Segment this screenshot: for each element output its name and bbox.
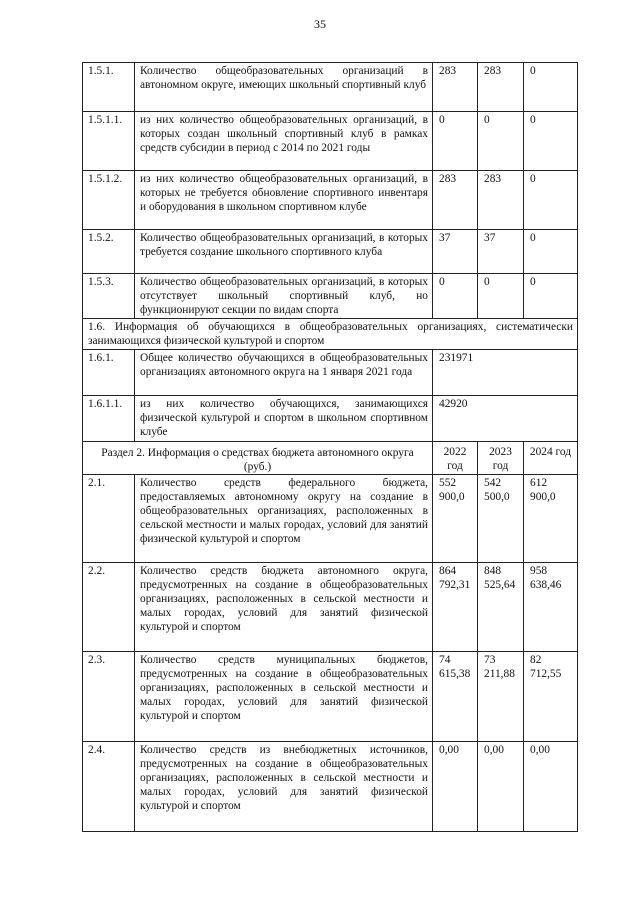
value-2024: 0: [524, 171, 578, 230]
row-number: 1.5.1.1.: [83, 112, 135, 171]
table-row: [83, 475, 578, 563]
value-2024: 0,00: [524, 742, 578, 832]
value-2023: 37: [478, 230, 524, 274]
table-row: [83, 742, 578, 832]
indicators-table: [82, 62, 578, 832]
row-description: Количество средств из внебюджетных источников, предусмотренных на создание в общеобразовательных организациях, расположенных в сельской местности и малых городах, условий для занятий физической культурой и спортом: [135, 742, 433, 832]
value-2022: 864 792,31: [433, 563, 478, 652]
table-row: [83, 350, 578, 396]
row-number: 1.5.2.: [83, 230, 135, 274]
value-2024: 958 638,46: [524, 563, 578, 652]
value-2023: 0,00: [478, 742, 524, 832]
row-description: Количество общеобразовательных организаций в автономном округе, имеющих школьный спортивный клуб: [135, 63, 433, 112]
section-2-header-row: [83, 442, 578, 475]
value-2022: 74 615,38: [433, 652, 478, 742]
value-2022: 37: [433, 230, 478, 274]
value-2024: 0: [524, 63, 578, 112]
table-row: [83, 112, 578, 171]
value-2022: 0: [433, 112, 478, 171]
section-1-6-heading: 1.6. Информация об обучающихся в общеобразовательных организациях, систематически занимающихся физической культурой и спортом: [83, 319, 578, 350]
value-2023: 283: [478, 63, 524, 112]
table-row: [83, 171, 578, 230]
value-2023: 0: [478, 112, 524, 171]
table-row: [83, 652, 578, 742]
section-2-title: Раздел 2. Информация о средствах бюджета автономного округа (руб.): [83, 442, 433, 475]
row-description: из них количество обучающихся, занимающихся физической культурой и спортом в школьном спортивном клубе: [135, 396, 433, 442]
year-2024-header: 2024 год: [524, 442, 578, 475]
value-2024: 82 712,55: [524, 652, 578, 742]
section-heading-row: [83, 319, 578, 350]
row-number: 2.1.: [83, 475, 135, 563]
value-2024: 612 900,0: [524, 475, 578, 563]
table-row: [83, 396, 578, 442]
value-2023: 283: [478, 171, 524, 230]
row-number: 1.5.1.2.: [83, 171, 135, 230]
row-description: Количество средств муниципальных бюджетов, предусмотренных на создание в общеобразовательных организациях, расположенных в сельской местности и малых городах, условий для занятий физической культурой и спортом: [135, 652, 433, 742]
value-2023: 542 500,0: [478, 475, 524, 563]
value-2022: 552 900,0: [433, 475, 478, 563]
row-value: 231971: [433, 350, 578, 396]
year-2022-header: 2022 год: [433, 442, 478, 475]
value-2022: 0: [433, 274, 478, 319]
row-number: 1.5.3.: [83, 274, 135, 319]
value-2022: 283: [433, 63, 478, 112]
table-row: [83, 274, 578, 319]
value-2023: 73 211,88: [478, 652, 524, 742]
row-description: Количество средств бюджета автономного округа, предусмотренных на создание в общеобразовательных организациях, расположенных в сельской местности и малых городах, условий для занятий физической культурой и спортом: [135, 563, 433, 652]
year-2023-header: 2023 год: [478, 442, 524, 475]
value-2024: 0: [524, 274, 578, 319]
row-number: 1.6.1.: [83, 350, 135, 396]
row-description: из них количество общеобразовательных организаций, в которых создан школьный спортивный клуб в рамках средств субсидии в период с 2014 по 2021 годы: [135, 112, 433, 171]
row-description: Количество общеобразовательных организаций, в которых отсутствует школьный спортивный клуб, но функционируют секции по видам спорта: [135, 274, 433, 319]
row-description: из них количество общеобразовательных организаций, в которых не требуется обновление спортивного инвентаря и оборудования в школьном спортивном клубе: [135, 171, 433, 230]
table-row: [83, 230, 578, 274]
row-description: Количество средств федерального бюджета, предоставляемых автономному округу на создание в общеобразовательных организациях, расположенных в сельской местности и малых городах, условий для занятий физической культурой и спортом: [135, 475, 433, 563]
value-2023: 0: [478, 274, 524, 319]
value-2022: 283: [433, 171, 478, 230]
value-2024: 0: [524, 230, 578, 274]
table-row: [83, 63, 578, 112]
row-number: 1.5.1.: [83, 63, 135, 112]
page-number: 35: [314, 17, 326, 31]
row-description: Количество общеобразовательных организаций, в которых требуется создание школьного спортивного клуба: [135, 230, 433, 274]
row-number: 2.3.: [83, 652, 135, 742]
row-number: 2.2.: [83, 563, 135, 652]
row-value: 42920: [433, 396, 578, 442]
row-number: 2.4.: [83, 742, 135, 832]
row-number: 1.6.1.1.: [83, 396, 135, 442]
value-2022: 0,00: [433, 742, 478, 832]
row-description: Общее количество обучающихся в общеобразовательных организациях автономного округа на 1 января 2021 года: [135, 350, 433, 396]
value-2024: 0: [524, 112, 578, 171]
table-row: [83, 563, 578, 652]
value-2023: 848 525,64: [478, 563, 524, 652]
